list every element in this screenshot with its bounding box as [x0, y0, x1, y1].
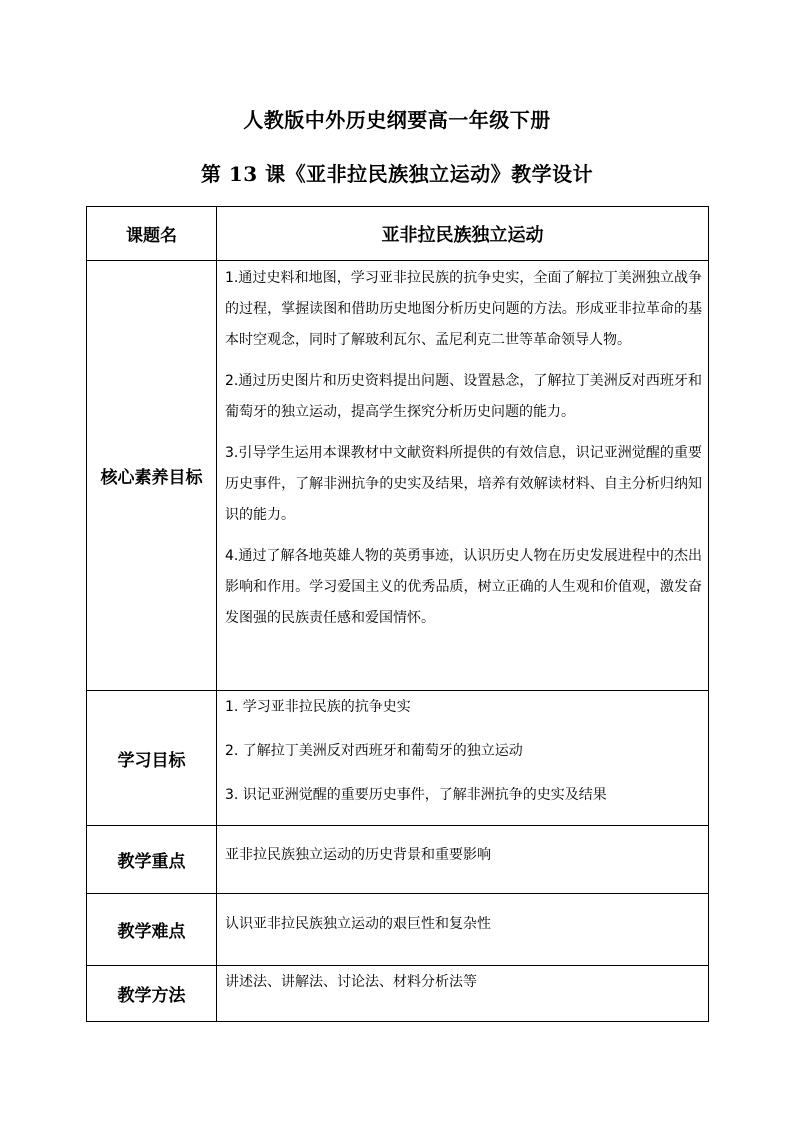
core-goal-paragraph: 2.通过历史图片和历史资料提出问题、设置悬念，了解拉丁美洲反对西班牙和葡萄牙的独立运动，提高学生探究分析历史问题的能力。 [225, 373, 702, 420]
document-title: 人教版中外历史纲要高一年级下册 [243, 108, 551, 132]
learning-goal-item: 1. 学习亚非拉民族的抗争史实 [225, 699, 411, 715]
core-goal-paragraph: 3.引导学生运用本课教材中文献资料所提供的有效信息，识记亚洲觉醒的重要历史事件，了解非洲抗争的史实及结果，培养有效解读材料、自主分析归纳知识的能力。 [225, 445, 702, 523]
document-subtitle: 第 13 课《亚非拉民族独立运动》教学设计 [200, 162, 594, 186]
learning-goal-item: 2. 了解拉丁美洲反对西班牙和葡萄牙的独立运动 [225, 743, 523, 759]
core-goal-paragraph: 1.通过史料和地图，学习亚非拉民族的抗争史实，全面了解拉丁美洲独立战争的过程，掌握读图和借助历史地图分析历史问题的方法。形成亚非拉革命的基本时空观念，同时了解玻利瓦尔、孟尼利克二世等革命领导人物。 [225, 270, 702, 348]
core-goals-label: 核心素养目标 [87, 261, 217, 691]
learning-goal-item: 3. 识记亚洲觉醒的重要历史事件，了解非洲抗争的史实及结果 [225, 787, 607, 803]
methods-label: 教学方法 [87, 966, 217, 1022]
key-points-cell [217, 826, 709, 894]
table-row-header [87, 207, 709, 261]
lesson-title-cell: 亚非拉民族独立运动 [217, 207, 709, 261]
learning-goals-cell [217, 691, 709, 826]
core-goals-cell [217, 261, 709, 691]
header-label: 课题名 [87, 207, 217, 261]
table-row-key-points [87, 826, 709, 894]
key-points-text: 亚非拉民族独立运动的历史背景和重要影响 [225, 847, 491, 863]
difficulties-cell [217, 894, 709, 966]
key-points-label: 教学重点 [87, 826, 217, 894]
table-row-core-goals [87, 261, 709, 691]
table-row-difficulties [87, 894, 709, 966]
core-goal-paragraph: 4.通过了解各地英雄人物的英勇事迹，认识历史人物在历史发展进程中的杰出影响和作用。学习爱国主义的优秀品质，树立正确的人生观和价值观，激发奋发图强的民族责任感和爱国情怀。 [225, 548, 702, 626]
methods-text: 讲述法、讲解法、讨论法、材料分析法等 [225, 974, 477, 990]
learning-goals-label: 学习目标 [87, 691, 217, 826]
difficulties-label: 教学难点 [87, 894, 217, 966]
table-row-methods [87, 966, 709, 1022]
table-row-learning-goals [87, 691, 709, 826]
methods-cell [217, 966, 709, 1022]
lesson-plan-table [86, 206, 709, 1022]
difficulties-text: 认识亚非拉民族独立运动的艰巨性和复杂性 [225, 916, 491, 932]
